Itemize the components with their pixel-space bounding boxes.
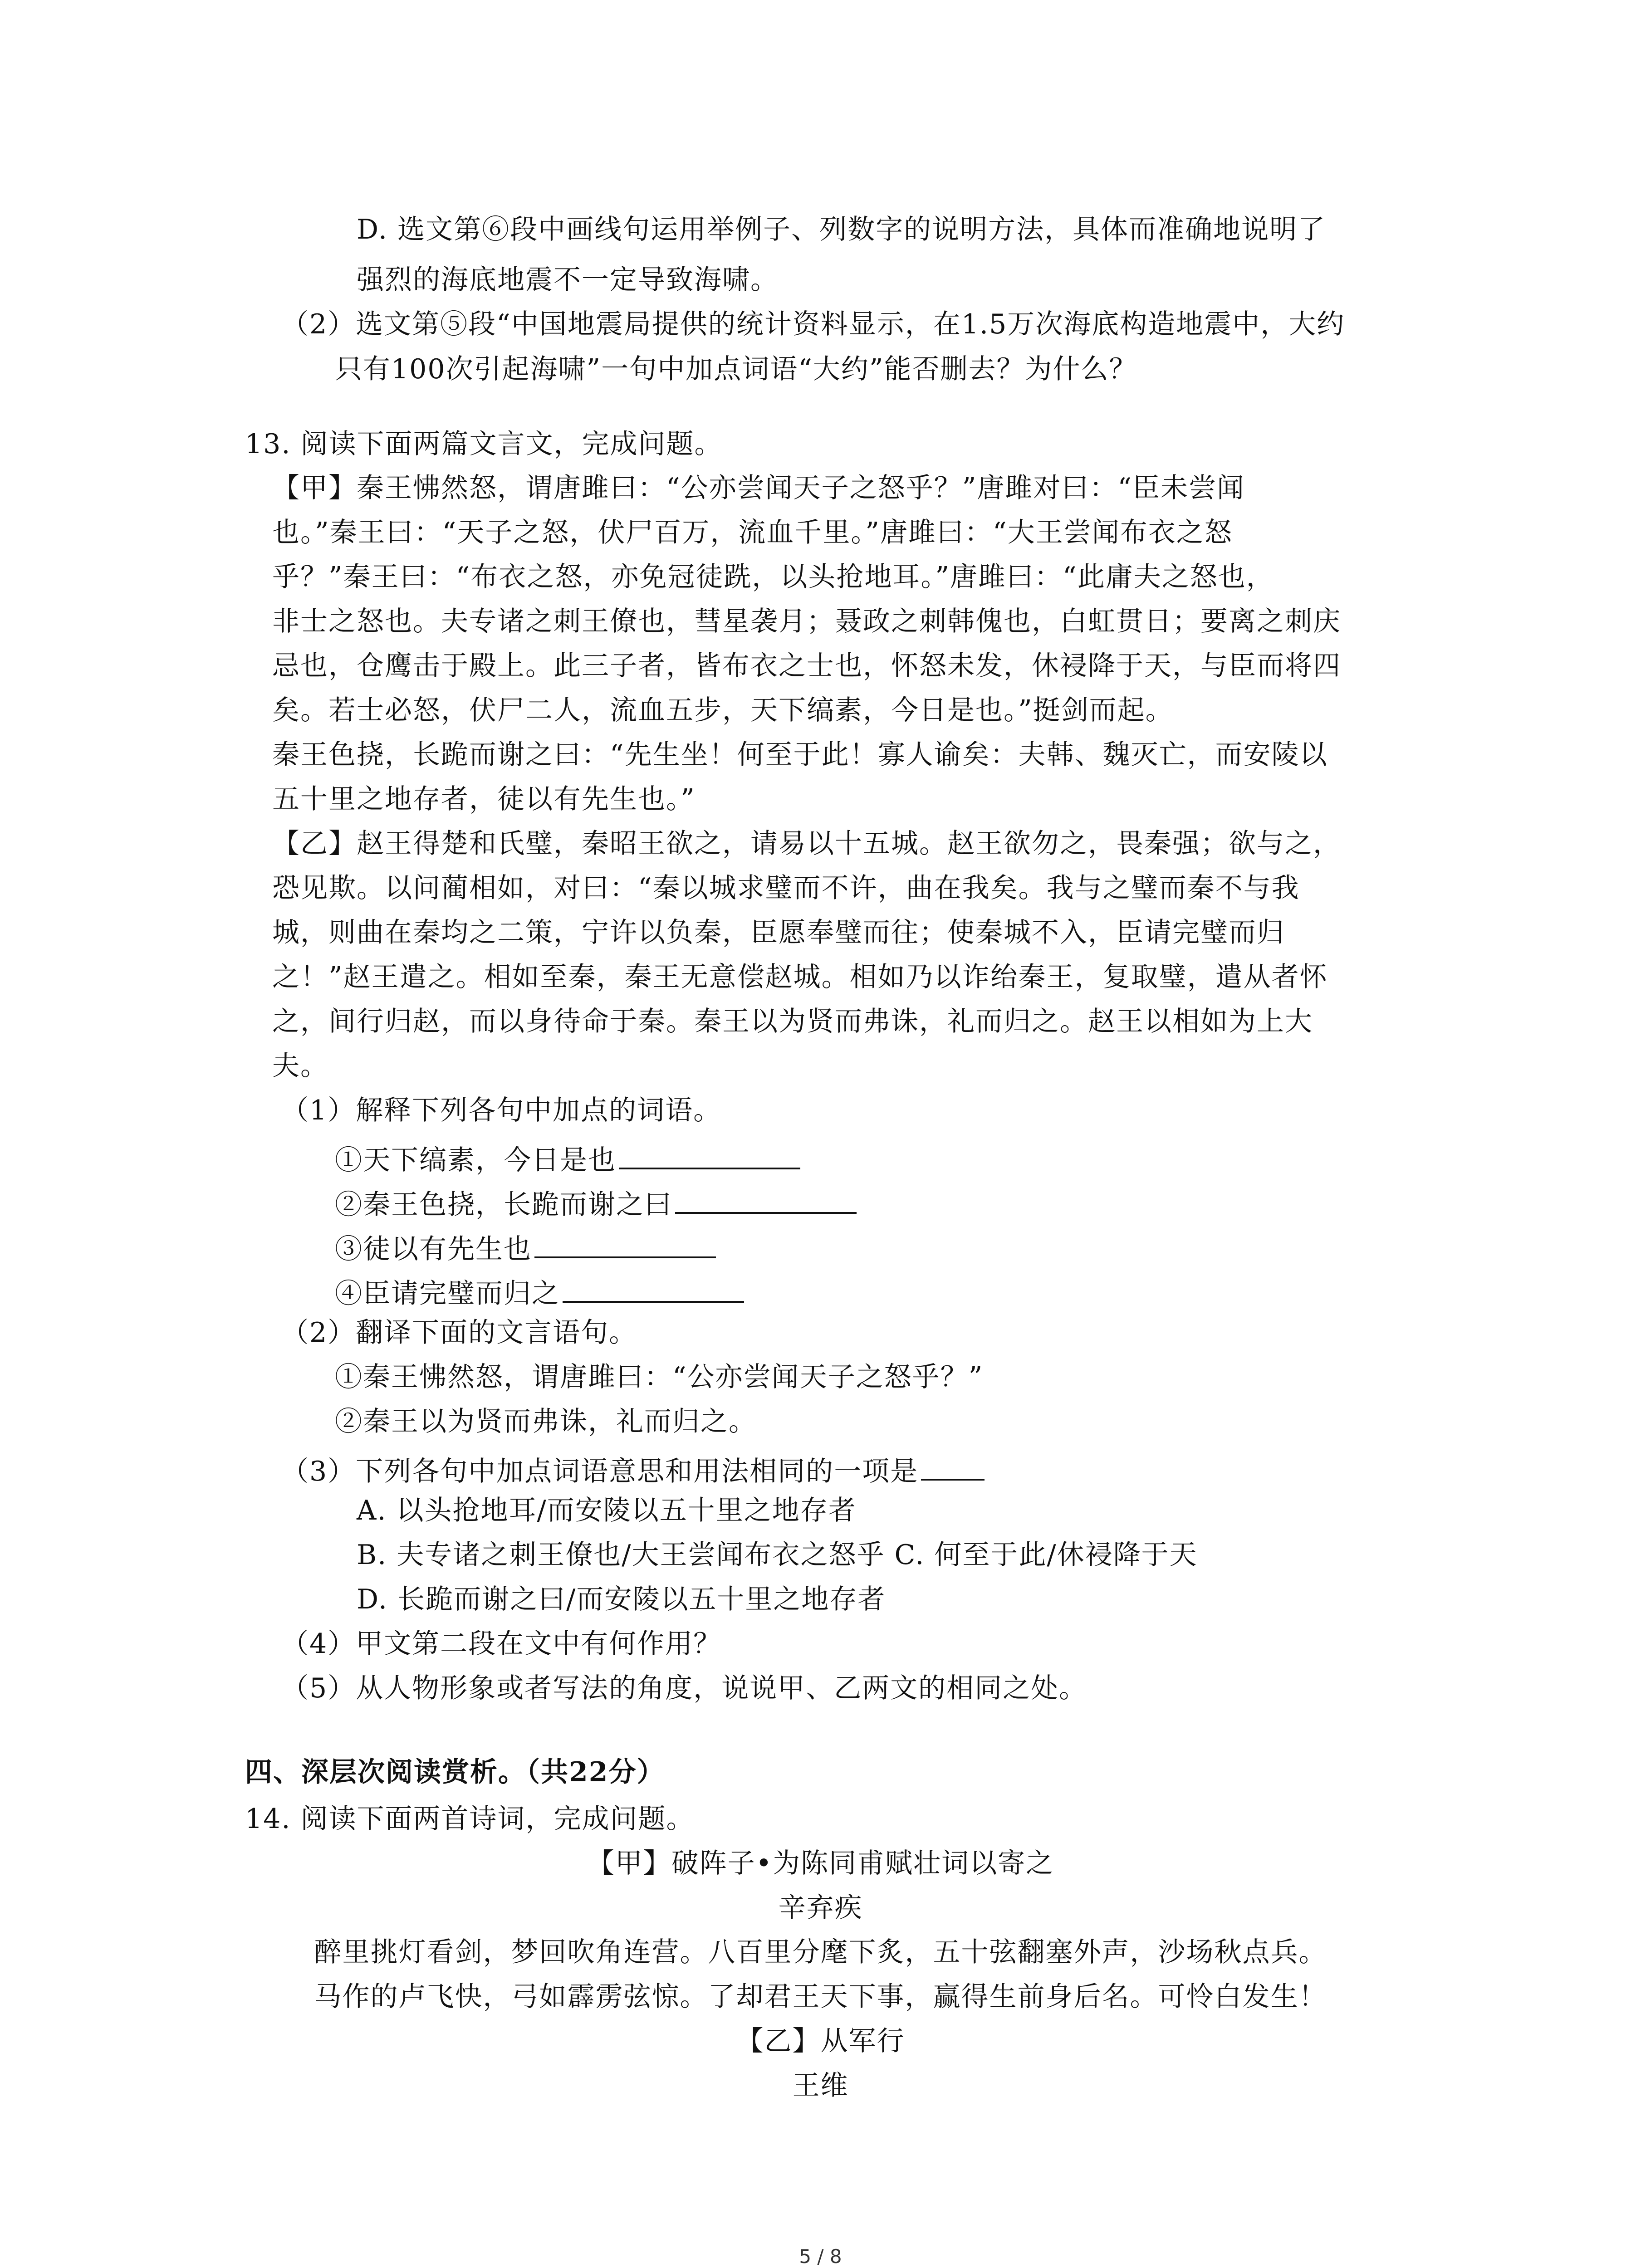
word-item-2 <box>335 1180 857 1224</box>
passage-yi-line-1: 【乙】赵王得楚和氏璧，秦昭王欲之，请易以十五城。赵王欲勿之，畏秦强；欲与之， <box>272 828 1341 860</box>
poem-jia-author: 辛弃疾 <box>778 1892 863 1924</box>
word-item-4 <box>335 1269 744 1313</box>
question-13-heading: 13. 阅读下面两篇文言文，完成问题。 <box>245 428 723 460</box>
word-item-3-text: ③徒以有先生也 <box>335 1233 532 1265</box>
choice-d: D. 长跪而谢之曰/而安陵以五十里之地存者 <box>357 1584 886 1615</box>
passage-jia-line-5: 忌也，仓鹰击于殿上。此三子者，皆布衣之士也，怀怒未发，休祲降于天，与臣而将四 <box>272 650 1341 682</box>
word-item-3 <box>335 1225 716 1268</box>
page-number: 5 / 8 <box>799 2245 842 2268</box>
word-item-1 <box>335 1136 800 1179</box>
passage-jia-line-4: 非士之怒也。夫专诸之刺王僚也，彗星袭月；聂政之刺韩傀也，白虹贯日；要离之刺庆 <box>272 606 1341 637</box>
word-item-2-text: ②秦王色挠，长跪而谢之曰 <box>335 1189 672 1221</box>
passage-yi-line-4: 之！”赵王遣之。相如至秦，秦王无意偿赵城。相如乃以诈绐秦王，复取璧，遣从者怀 <box>272 961 1328 993</box>
question-14-heading: 14. 阅读下面两首诗词，完成问题。 <box>245 1803 695 1835</box>
option-d-line-1: D. 选文第⑥段中画线句运用举例子、列数字的说明方法，具体而准确地说明了 <box>357 214 1326 245</box>
translate-item-2: ②秦王以为贤而弗诛，礼而归之。 <box>335 1406 757 1437</box>
sub-question-1: （1）解释下列各句中加点的词语。 <box>281 1095 722 1126</box>
poem-jia-line-2: 马作的卢飞快，弓如霹雳弦惊。了却君王天下事，赢得生前身后名。可怜白发生！ <box>314 1981 1327 2013</box>
poem-yi-author: 王维 <box>792 2070 849 2102</box>
poem-jia-title: 【甲】破阵子•为陈同甫赋壮词以寄之 <box>587 1848 1054 1879</box>
passage-jia-line-8: 五十里之地存者，徒以有先生也。” <box>272 783 696 815</box>
answer-blank[interactable] <box>921 1447 985 1481</box>
sub-question-3 <box>281 1447 985 1491</box>
passage-yi-line-2: 恐见欺。以问蔺相如，对曰：“秦以城求璧而不许，曲在我矣。我与之璧而秦不与我 <box>272 872 1300 904</box>
option-d-line-2: 强烈的海底地震不一定导致海啸。 <box>357 264 779 296</box>
passage-yi-line-5: 之，间行归赵，而以身待命于秦。秦王以为贤而弗诛，礼而归之。赵王以相如为上大 <box>272 1006 1313 1037</box>
question-2-line-1: （2）选文第⑤段“中国地震局提供的统计资料显示，在1.5万次海底构造地震中，大约 <box>281 308 1345 340</box>
poem-yi-title: 【乙】从军行 <box>736 2025 905 2057</box>
choice-a: A. 以头抢地耳/而安陵以五十里之地存者 <box>357 1495 857 1526</box>
answer-blank[interactable] <box>619 1136 800 1169</box>
sub-question-2: （2）翻译下面的文言语句。 <box>281 1317 637 1349</box>
question-2-line-2: 只有100次引起海啸”一句中加点词语“大约”能否删去？为什么？ <box>335 353 1137 385</box>
sub-question-4: （4）甲文第二段在文中有何作用？ <box>281 1628 722 1660</box>
sub-question-3-text: （3）下列各句中加点词语意思和用法相同的一项是 <box>281 1456 919 1487</box>
passage-yi-line-6: 夫。 <box>272 1050 328 1082</box>
translate-item-1: ①秦王怫然怒，谓唐雎曰：“公亦尝闻天子之怒乎？” <box>335 1361 984 1393</box>
word-item-1-text: ①天下缟素，今日是也 <box>335 1144 616 1176</box>
answer-blank[interactable] <box>534 1225 716 1258</box>
passage-yi-line-3: 城，则曲在秦均之二策，宁许以负秦，臣愿奉璧而往；使秦城不入，臣请完璧而归 <box>272 917 1285 948</box>
answer-blank[interactable] <box>675 1180 857 1214</box>
sub-question-5: （5）从人物形象或者写法的角度，说说甲、乙两文的相同之处。 <box>281 1672 1087 1704</box>
answer-blank[interactable] <box>563 1269 744 1303</box>
choice-b-c: B. 夫专诸之刺王僚也/大王尝闻布衣之怒乎 C. 何至于此/休祲降于天 <box>357 1539 1198 1571</box>
word-item-4-text: ④臣请完璧而归之 <box>335 1278 560 1310</box>
passage-jia-line-7: 秦王色挠，长跪而谢之曰：“先生坐！何至于此！寡人谕矣：夫韩、魏灭亡，而安陵以 <box>272 739 1328 771</box>
passage-jia-line-6: 矣。若士必怒，伏尸二人，流血五步，天下缟素，今日是也。”挺剑而起。 <box>272 694 1174 726</box>
poem-jia-line-1: 醉里挑灯看剑，梦回吹角连营。八百里分麾下炙，五十弦翻塞外声，沙场秋点兵。 <box>314 1936 1327 1968</box>
passage-jia-line-1: 【甲】秦王怫然怒，谓唐雎曰：“公亦尝闻天子之怒乎？”唐雎对曰：“臣未尝闻 <box>272 472 1245 504</box>
section-heading: 四、深层次阅读赏析。（共22分） <box>245 1756 665 1788</box>
passage-jia-line-3: 乎？”秦王曰：“布衣之怒，亦免冠徒跣，以头抢地耳。”唐雎曰：“此庸夫之怒也， <box>272 561 1274 593</box>
passage-jia-line-2: 也。”秦王曰：“天子之怒，伏尸百万，流血千里。”唐雎曰：“大王尝闻布衣之怒 <box>272 517 1233 548</box>
